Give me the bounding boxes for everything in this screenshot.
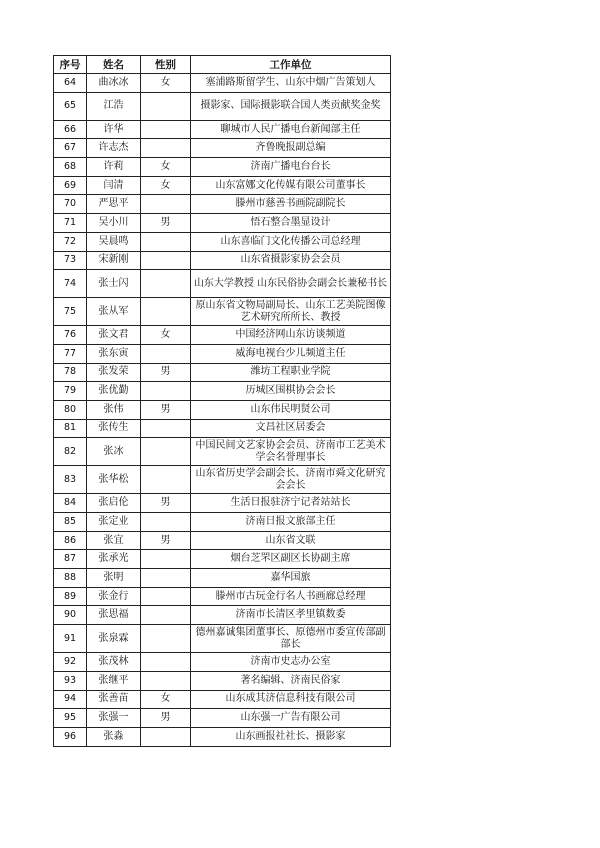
- cell-id: 81: [54, 419, 87, 438]
- cell-id: 89: [54, 587, 87, 606]
- cell-unit: 济南市长清区孝里镇数委: [191, 606, 391, 625]
- table-row: [54, 569, 391, 588]
- cell-name: 张从军: [87, 298, 141, 326]
- table-row: [54, 195, 391, 214]
- cell-unit: 山东喜临门文化传播公司总经理: [191, 232, 391, 251]
- table-row: [54, 214, 391, 233]
- cell-gender: 男: [141, 363, 191, 382]
- cell-name: 曲冰冰: [87, 74, 141, 93]
- cell-id: 86: [54, 531, 87, 550]
- cell-gender: [141, 513, 191, 532]
- cell-unit: 著名编辑、济南民俗家: [191, 671, 391, 690]
- cell-gender: [141, 606, 191, 625]
- cell-name: 张传生: [87, 419, 141, 438]
- cell-name: 张金行: [87, 587, 141, 606]
- cell-gender: 男: [141, 494, 191, 513]
- cell-name: 张思福: [87, 606, 141, 625]
- cell-gender: 男: [141, 709, 191, 728]
- cell-gender: [141, 587, 191, 606]
- cell-name: 张华松: [87, 466, 141, 494]
- table-row: [54, 727, 391, 746]
- cell-gender: [141, 466, 191, 494]
- cell-name: 张明: [87, 569, 141, 588]
- cell-unit: 摄影家、国际摄影联合国人类贡献奖金奖: [191, 92, 391, 120]
- cell-gender: [141, 382, 191, 401]
- cell-unit: 生活日报驻济宁记者站站长: [191, 494, 391, 513]
- table-row: [54, 139, 391, 158]
- cell-id: 93: [54, 671, 87, 690]
- table-row: [54, 400, 391, 419]
- cell-name: 张泉霖: [87, 625, 141, 653]
- cell-id: 84: [54, 494, 87, 513]
- cell-gender: [141, 195, 191, 214]
- cell-unit: 山东成其济信息科技有限公司: [191, 690, 391, 709]
- table-row: [54, 419, 391, 438]
- cell-name: 严思平: [87, 195, 141, 214]
- cell-unit: 山东画报社社长、摄影家: [191, 727, 391, 746]
- cell-id: 95: [54, 709, 87, 728]
- cell-gender: 女: [141, 74, 191, 93]
- table-row: [54, 709, 391, 728]
- cell-name: 张发荣: [87, 363, 141, 382]
- cell-id: 87: [54, 550, 87, 569]
- cell-unit: 聊城市人民广播电台新闻部主任: [191, 120, 391, 139]
- cell-id: 76: [54, 326, 87, 345]
- cell-unit: 中国经济网山东访谈频道: [191, 326, 391, 345]
- cell-id: 85: [54, 513, 87, 532]
- cell-gender: [141, 419, 191, 438]
- cell-id: 75: [54, 298, 87, 326]
- cell-id: 73: [54, 251, 87, 270]
- header-unit: 工作单位: [191, 56, 391, 74]
- cell-name: 张善苗: [87, 690, 141, 709]
- table-row: [54, 158, 391, 177]
- cell-gender: 男: [141, 214, 191, 233]
- cell-unit: 山东伟民明贤公司: [191, 400, 391, 419]
- cell-unit: 嘉华国旅: [191, 569, 391, 588]
- cell-id: 67: [54, 139, 87, 158]
- cell-name: 张启伦: [87, 494, 141, 513]
- header-id: 序号: [54, 56, 87, 74]
- table-body: [54, 74, 391, 747]
- cell-gender: [141, 727, 191, 746]
- cell-unit: 塞浦路斯留学生、山东中烟广告策划人: [191, 74, 391, 93]
- cell-unit: 文昌社区居委会: [191, 419, 391, 438]
- cell-unit: 悟石整合墨显设计: [191, 214, 391, 233]
- cell-gender: [141, 344, 191, 363]
- cell-gender: [141, 625, 191, 653]
- table-row: [54, 606, 391, 625]
- cell-gender: [141, 298, 191, 326]
- cell-unit: 滕州市慈善书画院副院长: [191, 195, 391, 214]
- cell-gender: [141, 671, 191, 690]
- table-row: [54, 466, 391, 494]
- cell-gender: [141, 569, 191, 588]
- table-row: [54, 344, 391, 363]
- table-row: [54, 92, 391, 120]
- cell-unit: 山东富娜文化传媒有限公司董事长: [191, 176, 391, 195]
- table-row: [54, 550, 391, 569]
- table-row: [54, 74, 391, 93]
- cell-unit: 烟台芝罘区副区长协副主席: [191, 550, 391, 569]
- table-row: [54, 671, 391, 690]
- cell-name: 张伟: [87, 400, 141, 419]
- cell-name: 吴小川: [87, 214, 141, 233]
- header-row: [54, 56, 391, 74]
- cell-unit: 齐鲁晚报副总编: [191, 139, 391, 158]
- cell-name: 许华: [87, 120, 141, 139]
- cell-id: 82: [54, 438, 87, 466]
- cell-gender: 女: [141, 176, 191, 195]
- cell-id: 68: [54, 158, 87, 177]
- cell-id: 65: [54, 92, 87, 120]
- cell-id: 77: [54, 344, 87, 363]
- cell-id: 80: [54, 400, 87, 419]
- header-name: 姓名: [87, 56, 141, 74]
- cell-name: 吴晨鸣: [87, 232, 141, 251]
- cell-unit: 山东大学教授 山东民俗协会副会长兼秘书长: [191, 270, 391, 298]
- cell-unit: 潍坊工程职业学院: [191, 363, 391, 382]
- cell-id: 72: [54, 232, 87, 251]
- table-row: [54, 438, 391, 466]
- cell-gender: 女: [141, 326, 191, 345]
- cell-id: 88: [54, 569, 87, 588]
- cell-gender: [141, 92, 191, 120]
- cell-id: 71: [54, 214, 87, 233]
- cell-unit: 原山东省文物局副局长、山东工艺美院图像艺术研究所所长、教授: [191, 298, 391, 326]
- cell-gender: [141, 232, 191, 251]
- cell-unit: 山东强一广告有限公司: [191, 709, 391, 728]
- cell-unit: 中国民间文艺家协会会员、济南市工艺美术学会名誉理事长: [191, 438, 391, 466]
- table-row: [54, 531, 391, 550]
- table-row: [54, 232, 391, 251]
- cell-name: 许志杰: [87, 139, 141, 158]
- cell-id: 70: [54, 195, 87, 214]
- table-row: [54, 513, 391, 532]
- cell-name: 许莉: [87, 158, 141, 177]
- cell-name: 张冰: [87, 438, 141, 466]
- cell-id: 66: [54, 120, 87, 139]
- cell-unit: 济南日报文旅部主任: [191, 513, 391, 532]
- cell-id: 64: [54, 74, 87, 93]
- cell-unit: 山东省摄影家协会会员: [191, 251, 391, 270]
- cell-unit: 威海电视台少儿频道主任: [191, 344, 391, 363]
- table-row: [54, 494, 391, 513]
- cell-id: 90: [54, 606, 87, 625]
- cell-name: 张东寅: [87, 344, 141, 363]
- cell-unit: 德州嘉诚集团董事长、原德州市委宣传部副部长: [191, 625, 391, 653]
- table-row: [54, 625, 391, 653]
- cell-unit: 山东省历史学会副会长、济南市舜文化研究会会长: [191, 466, 391, 494]
- cell-name: 张宜: [87, 531, 141, 550]
- cell-name: 张优勤: [87, 382, 141, 401]
- cell-id: 96: [54, 727, 87, 746]
- table-row: [54, 270, 391, 298]
- cell-id: 94: [54, 690, 87, 709]
- cell-gender: [141, 550, 191, 569]
- cell-id: 74: [54, 270, 87, 298]
- table-row: [54, 326, 391, 345]
- table-row: [54, 176, 391, 195]
- cell-unit: 滕州市古玩金行名人书画廊总经理: [191, 587, 391, 606]
- cell-name: 张士闪: [87, 270, 141, 298]
- table-row: [54, 298, 391, 326]
- cell-gender: [141, 438, 191, 466]
- cell-gender: 男: [141, 400, 191, 419]
- cell-id: 91: [54, 625, 87, 653]
- table-row: [54, 690, 391, 709]
- cell-id: 92: [54, 653, 87, 672]
- cell-name: 张茂林: [87, 653, 141, 672]
- table-row: [54, 653, 391, 672]
- table-row: [54, 120, 391, 139]
- cell-name: 张强一: [87, 709, 141, 728]
- cell-gender: 女: [141, 158, 191, 177]
- cell-gender: [141, 251, 191, 270]
- cell-unit: 济南市史志办公室: [191, 653, 391, 672]
- cell-id: 78: [54, 363, 87, 382]
- cell-name: 江浩: [87, 92, 141, 120]
- cell-gender: [141, 653, 191, 672]
- table-row: [54, 587, 391, 606]
- cell-unit: 历城区围棋协会会长: [191, 382, 391, 401]
- cell-gender: [141, 139, 191, 158]
- table-header: [54, 56, 391, 74]
- cell-name: 闫清: [87, 176, 141, 195]
- cell-gender: 男: [141, 531, 191, 550]
- cell-gender: [141, 270, 191, 298]
- table-row: [54, 251, 391, 270]
- cell-name: 张承光: [87, 550, 141, 569]
- cell-unit: 济南广播电台台长: [191, 158, 391, 177]
- cell-id: 79: [54, 382, 87, 401]
- cell-name: 张淼: [87, 727, 141, 746]
- cell-name: 张文君: [87, 326, 141, 345]
- cell-id: 83: [54, 466, 87, 494]
- table-row: [54, 382, 391, 401]
- table-row: [54, 363, 391, 382]
- header-gender: 性别: [141, 56, 191, 74]
- cell-name: 张继平: [87, 671, 141, 690]
- cell-gender: 女: [141, 690, 191, 709]
- cell-gender: [141, 120, 191, 139]
- cell-name: 宋新刚: [87, 251, 141, 270]
- cell-unit: 山东省文联: [191, 531, 391, 550]
- roster-table: [53, 55, 391, 747]
- cell-id: 69: [54, 176, 87, 195]
- cell-name: 张定业: [87, 513, 141, 532]
